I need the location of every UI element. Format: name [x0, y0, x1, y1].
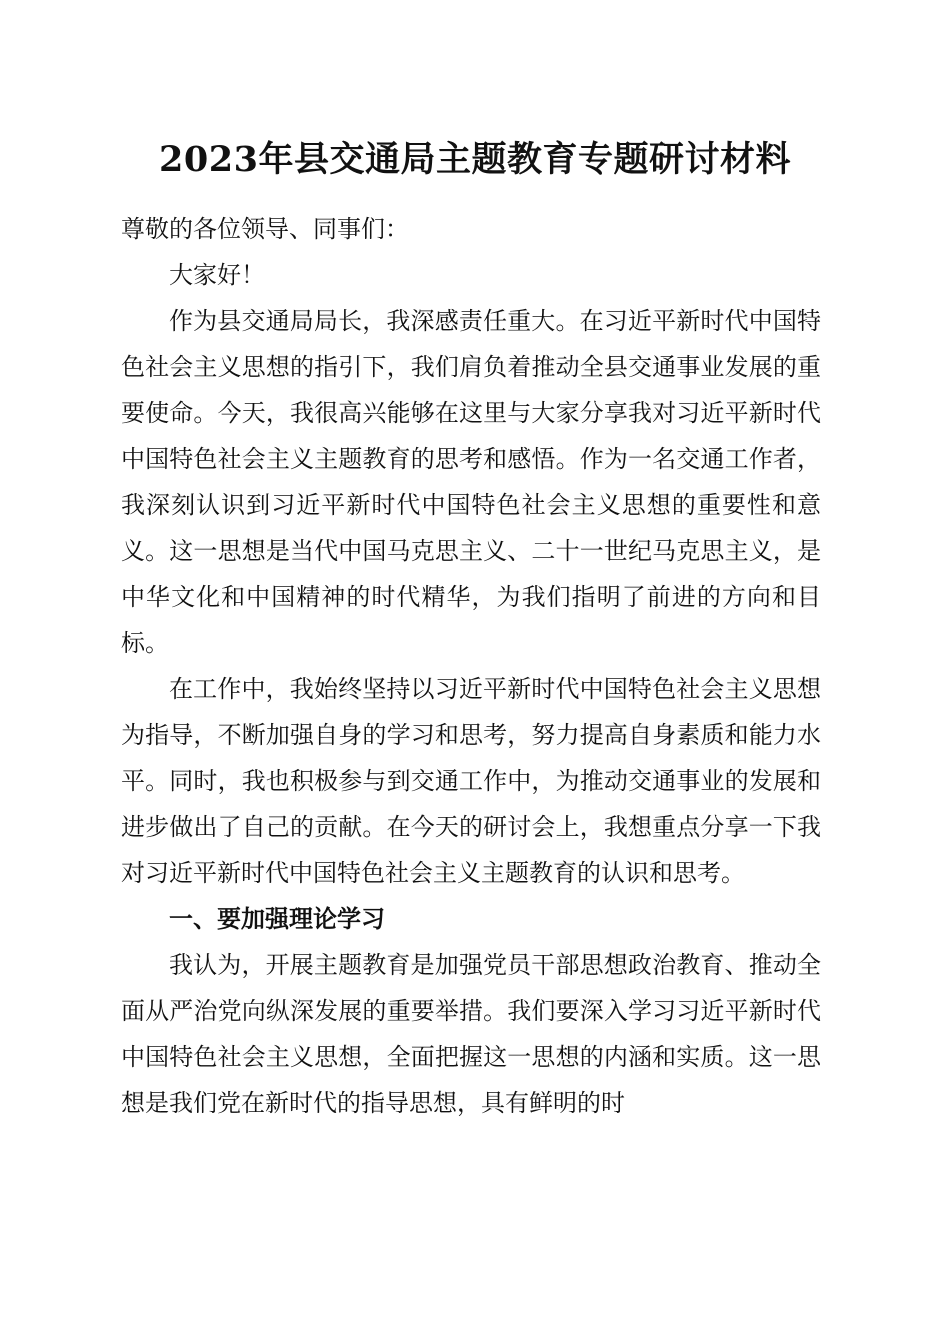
salutation: 尊敬的各位领导、同事们：	[121, 215, 409, 243]
greeting: 大家好！	[169, 261, 265, 289]
body-paragraph-2: 在工作中，我始终坚持以习近平新时代中国特色社会主义思想为指导，不断加强自身的学习和思考，努力提高自身素质和能力水平。同时，我也积极参与到交通工作中，为推动交通事业的发展和进步做出了自己的贡献。在今天的研讨会上，我想重点分享一下我对习近平新时代中国特色社会主义主题教育的认识和思考。	[121, 675, 821, 887]
document-body	[121, 206, 821, 1126]
section-paragraph: 我认为，开展主题教育是加强党员干部思想政治教育、推动全面从严治党向纵深发展的重要举措。我们要深入学习习近平新时代中国特色社会主义思想，全面把握这一思想的内涵和实质。这一思想是我们党在新时代的指导思想，具有鲜明的时	[121, 951, 821, 1117]
section-heading: 一、要加强理论学习	[169, 905, 385, 933]
document-title: 2023年县交通局主题教育专题研讨材料	[159, 139, 791, 180]
body-paragraph-1: 作为县交通局局长，我深感责任重大。在习近平新时代中国特色社会主义思想的指引下，我们肩负着推动全县交通事业发展的重要使命。今天，我很高兴能够在这里与大家分享我对习近平新时代中国特色社会主义主题教育的思考和感悟。作为一名交通工作者，我深刻认识到习近平新时代中国特色社会主义思想的重要性和意义。这一思想是当代中国马克思主义、二十一世纪马克思主义，是中华文化和中国精神的时代精华，为我们指明了前进的方向和目标。	[121, 307, 821, 657]
